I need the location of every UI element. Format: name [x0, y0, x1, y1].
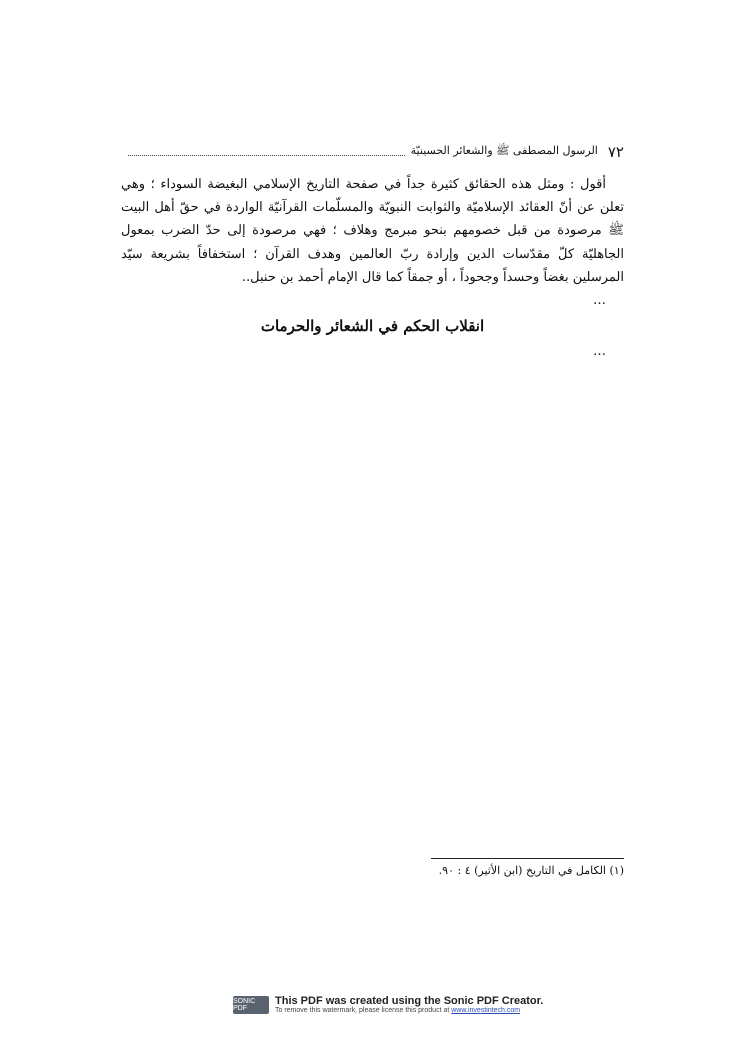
main-text: [121, 173, 624, 363]
watermark-link[interactable]: www.investintech.com: [451, 1007, 521, 1014]
paragraph-1: أقول : ومثل هذه الحقائق كثيرة جداً في صفحة التاريخ الإسلامي البغيضة السوداء ؛ وهي تعلن عن أنّ العقائد الإسلاميّة والثوابت النبويّة والمسلّمات القرآنيّة الواردة في حقّ أهل البيت ﷺ مرصودة من قبل خصومهم بنحو مبرمج وهلاف ؛ فهي مرصودة إلى حدّ الضرب بمعول الجاهليّة كلّ مقدّسات الدين وإرادة ربّ العالمين وهدف القرآن ؛ استخفافاً بشريعة سيّد المرسلين بغضاً وحسداً وجحوداً ، أو جمقاً كما قال الإمام أحمد بن حنبل..: [121, 177, 624, 285]
watermark-line-2-text: To remove this watermark, please license this product at: [275, 1007, 452, 1014]
watermark-line-1: This PDF was created using the Sonic PDF Creator.: [275, 995, 544, 1007]
footnote-separator: [431, 858, 624, 859]
running-header: [128, 142, 624, 162]
paragraph-3: …: [593, 344, 606, 360]
paragraph-2: …: [593, 293, 606, 309]
sonic-pdf-logo: SONIC PDF: [233, 996, 269, 1014]
header-leader-dots: [128, 155, 405, 156]
running-title: الرسول المصطفى ﷺ والشعائر الحسينيّة: [410, 144, 598, 157]
watermark-line-2: [275, 1007, 543, 1014]
section-heading: انقلاب الحكم في الشعائر والحرمات: [260, 317, 485, 336]
page-number: ٧٢: [607, 143, 624, 161]
pdf-watermark: [233, 995, 543, 1014]
footnote: (١) الكامل في التاريخ (ابن الأثير) ٤ : ٩٠.: [438, 864, 624, 877]
